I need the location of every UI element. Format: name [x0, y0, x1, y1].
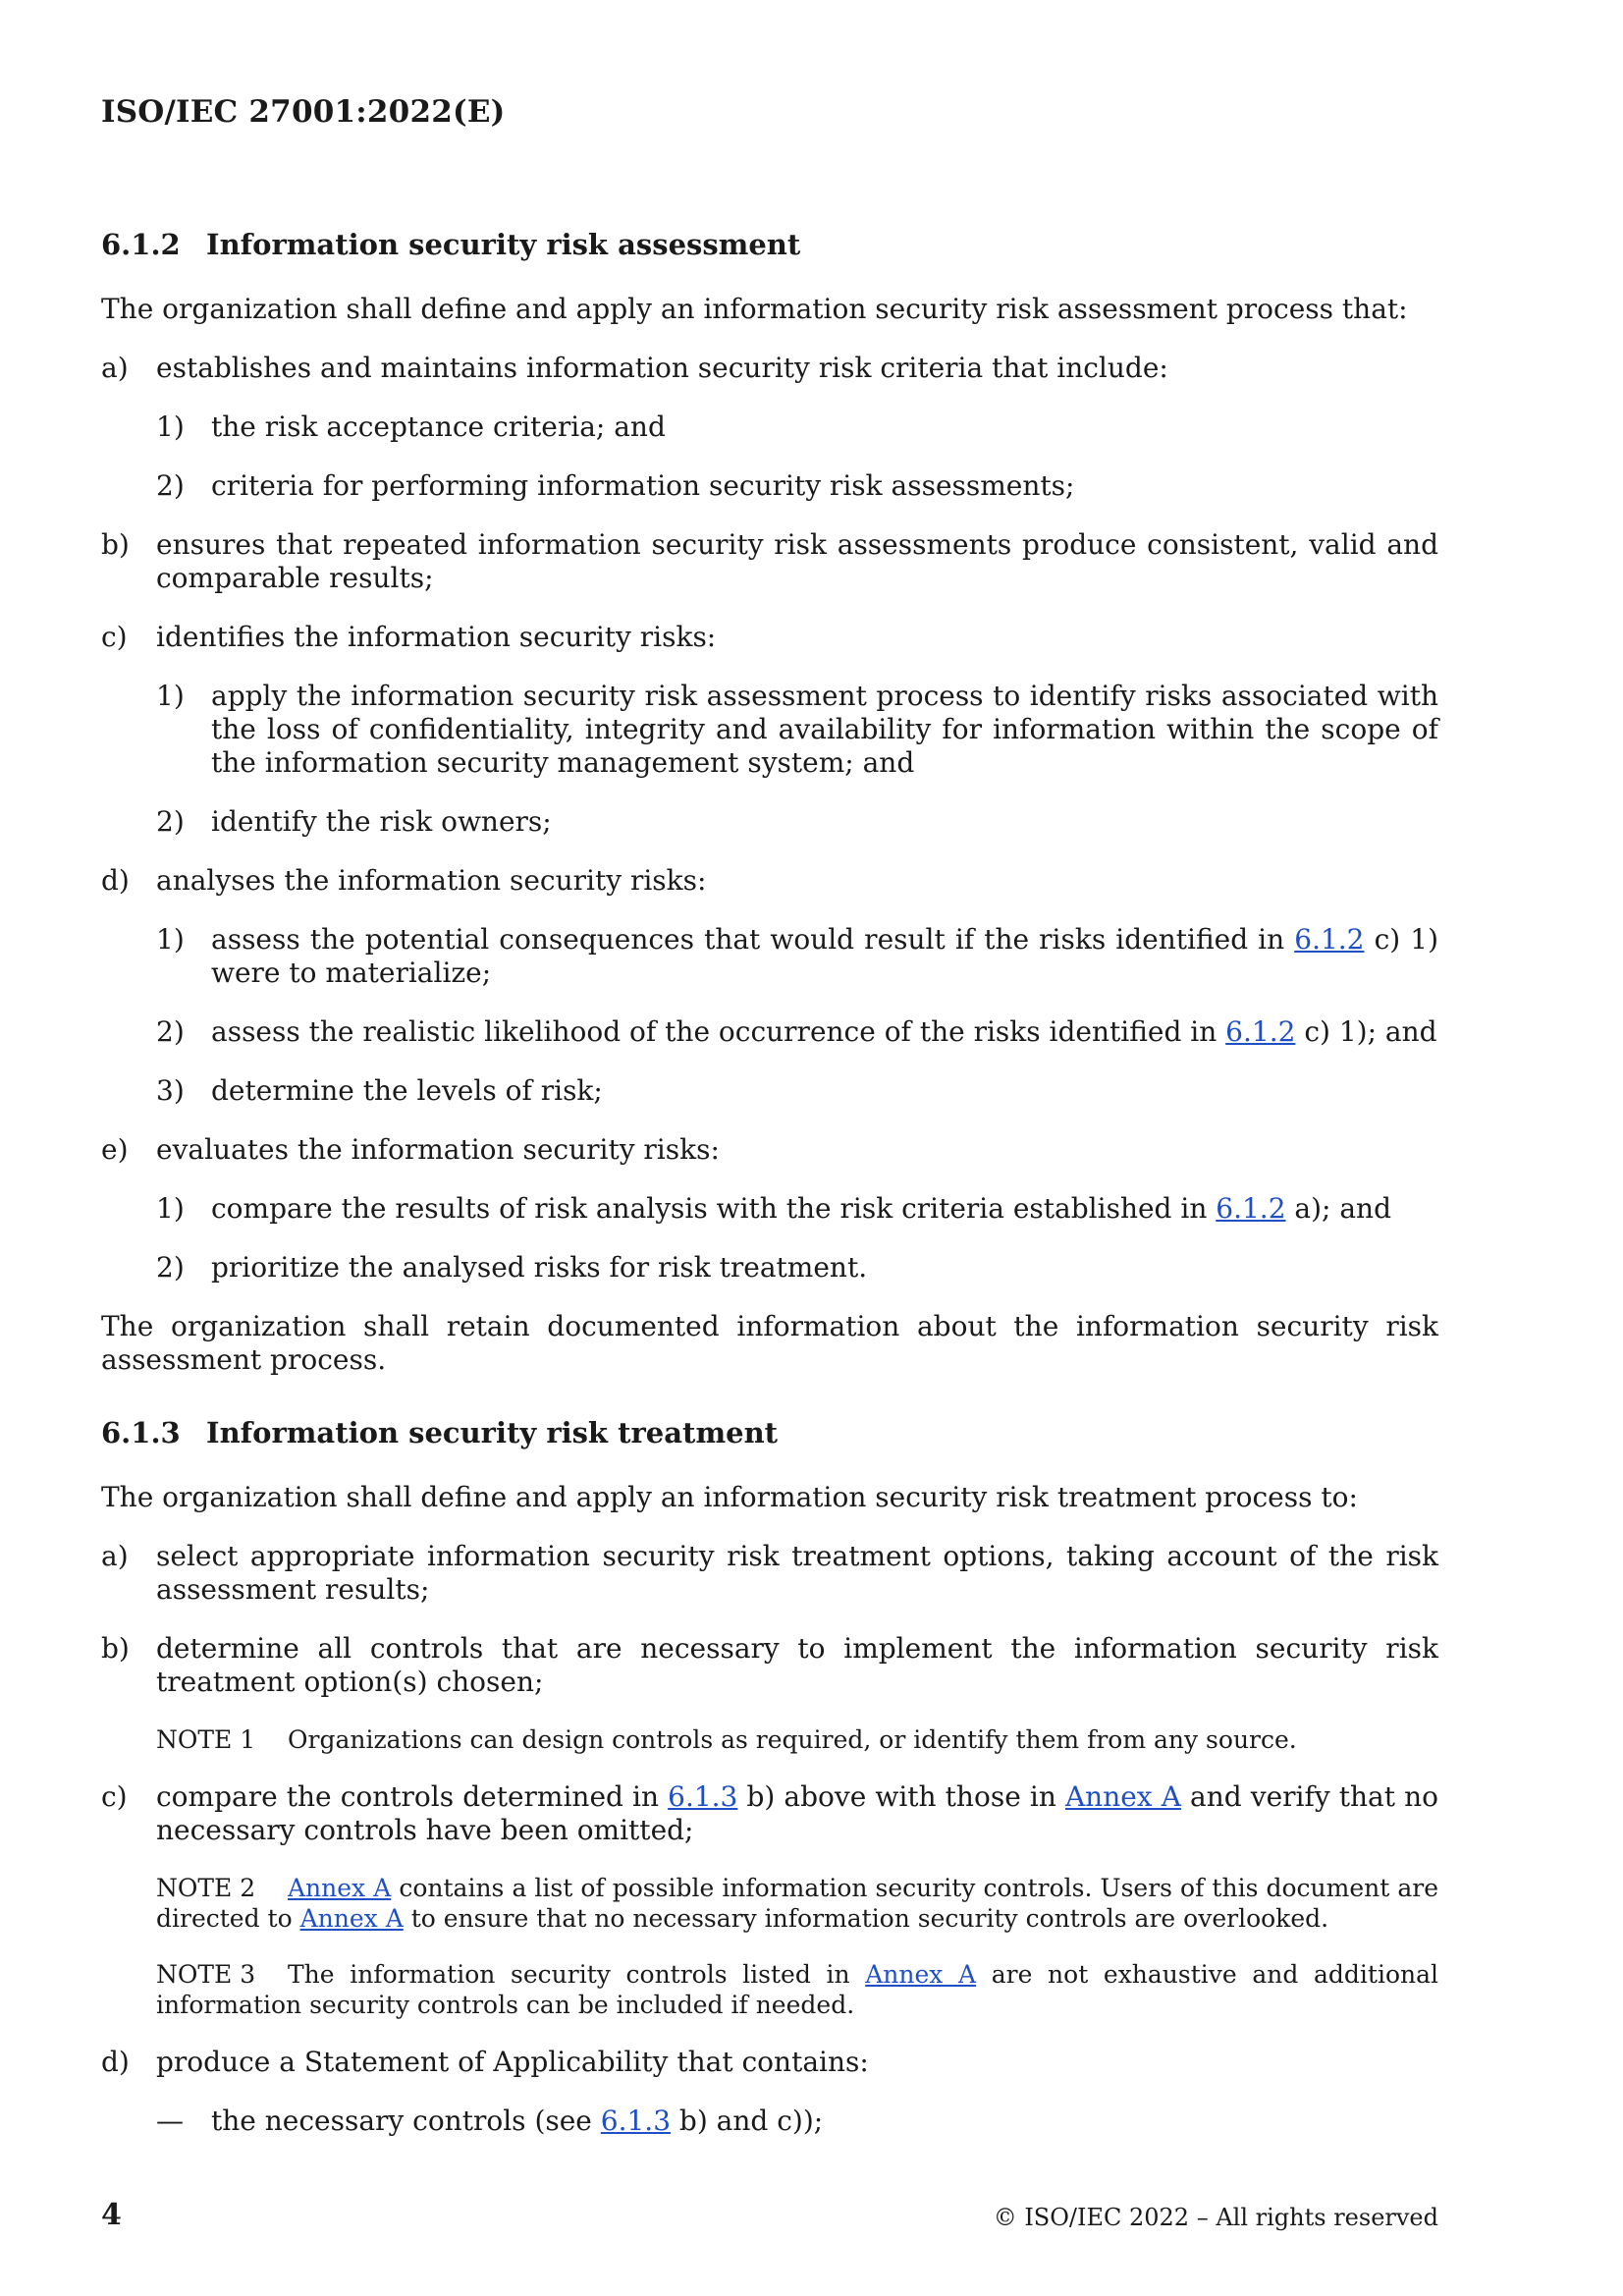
note-label: NOTE 2 — [156, 1874, 256, 1902]
note-2 — [156, 1873, 1438, 1934]
clause-link-6-1-2[interactable]: 6.1.2 — [1225, 1015, 1296, 1048]
list-text: prioritize the analysed risks for risk treatment. — [211, 1251, 868, 1284]
list-item-d1 — [156, 923, 1438, 990]
section-intro: The organization shall define and apply an information security risk treatment process to: — [101, 1481, 1358, 1513]
list-text: determine all controls that are necessary to implement the information security risk treatment option(s) chosen; — [156, 1632, 1438, 1698]
list-text: assess the potential consequences that would result if the risks identified in — [211, 923, 1295, 956]
note-text: The information security controls listed in — [288, 1960, 866, 1989]
list-text: assess the realistic likelihood of the occurrence of the risks identified in — [211, 1015, 1226, 1048]
note-text: Organizations can design controls as required, or identify them from any source. — [288, 1725, 1297, 1754]
note-text: contains a list of possible information security controls. Users of this document are directed to — [156, 1874, 1438, 1933]
list-text: b) and c)); — [671, 2105, 824, 2137]
list-item-a2 — [156, 469, 1438, 503]
list-label: d) — [101, 2046, 130, 2078]
list-item-a — [101, 1540, 1438, 1607]
list-item-d2 — [156, 1015, 1438, 1049]
list-label: 1) — [156, 1192, 185, 1225]
list-item-c2 — [156, 805, 1438, 839]
list-item-dash — [156, 2105, 1438, 2138]
list-text: select appropriate information security risk treatment options, taking account of the risk assessment results; — [156, 1540, 1438, 1606]
list-label: d) — [101, 864, 130, 897]
list-text: establishes and maintains information security risk criteria that include: — [156, 352, 1168, 384]
list-text: analyses the information security risks: — [156, 864, 707, 897]
list-text: compare the controls determined in — [156, 1780, 669, 1813]
list-text: b) above with those in — [737, 1780, 1065, 1813]
list-label: e) — [101, 1133, 129, 1166]
list-label: 1) — [156, 410, 185, 443]
list-label: 2) — [156, 1251, 185, 1284]
section-intro: The organization shall define and apply an information security risk assessment process that: — [101, 293, 1408, 325]
note-label: NOTE 1 — [156, 1725, 256, 1754]
list-item-e2 — [156, 1251, 1438, 1285]
list-label: 3) — [156, 1074, 185, 1107]
list-label: 1) — [156, 923, 185, 956]
note-1 — [156, 1724, 1438, 1755]
list-label: 2) — [156, 1015, 185, 1048]
copyright-notice: © ISO/IEC 2022 – All rights reserved — [993, 2204, 1438, 2231]
list-item-b — [101, 528, 1438, 595]
note-label: NOTE 3 — [156, 1960, 256, 1989]
list-label: a) — [101, 352, 129, 384]
annex-a-link[interactable]: Annex A — [865, 1960, 977, 1989]
list-text: and verify that no necessary controls have been omitted; — [156, 1780, 1438, 1846]
page-content — [101, 226, 1438, 2163]
list-label: 2) — [156, 805, 185, 838]
list-text: identify the risk owners; — [211, 805, 552, 838]
list-text: compare the results of risk analysis with the risk criteria established in — [211, 1192, 1217, 1225]
list-label: 1) — [156, 680, 185, 712]
list-text: produce a Statement of Applicability that contains: — [156, 2046, 869, 2078]
annex-a-link[interactable]: Annex A — [299, 1904, 404, 1933]
list-text: a); and — [1285, 1192, 1392, 1225]
list-item-d — [101, 2046, 1438, 2079]
section-number: 6.1.3 — [101, 1416, 181, 1449]
list-text: evaluates the information security risks: — [156, 1133, 720, 1166]
list-text: determine the levels of risk; — [211, 1074, 603, 1107]
section-closing: The organization shall retain documented information about the information security risk assessment process. — [101, 1310, 1438, 1376]
list-label: 2) — [156, 469, 185, 502]
clause-link-6-1-3[interactable]: 6.1.3 — [668, 1780, 738, 1813]
list-text: the risk acceptance criteria; and — [211, 410, 666, 443]
list-item-d — [101, 864, 1438, 898]
page-number: 4 — [101, 2198, 122, 2232]
list-text: ensures that repeated information security risk assessments produce consistent, valid and comparable results; — [156, 528, 1438, 594]
clause-link-6-1-3[interactable]: 6.1.3 — [600, 2105, 672, 2137]
annex-a-link[interactable]: Annex A — [1064, 1780, 1181, 1813]
list-text: c) 1) were to materialize; — [211, 923, 1438, 989]
note-text: are not exhaustive and additional information security controls can be included if needed. — [156, 1960, 1438, 2019]
section-number: 6.1.2 — [101, 228, 181, 261]
section-heading-6-1-2 — [101, 226, 1438, 263]
clause-link-6-1-2[interactable]: 6.1.2 — [1294, 923, 1365, 956]
list-label: b) — [101, 528, 130, 561]
annex-a-link[interactable]: Annex A — [288, 1874, 392, 1902]
clause-link-6-1-2[interactable]: 6.1.2 — [1216, 1192, 1286, 1225]
dash-bullet: — — [156, 2105, 184, 2137]
list-label: c) — [101, 1780, 128, 1813]
list-text: apply the information security risk assessment process to identify risks associated with the loss of confidentiality, integrity and availability for information within the scope of the information security management system; and — [211, 680, 1438, 779]
section-title: Information security risk treatment — [206, 1416, 779, 1449]
list-item-c — [101, 621, 1438, 654]
note-3 — [156, 1959, 1438, 2020]
list-item-a1 — [156, 410, 1438, 444]
list-item-c — [101, 1780, 1438, 1847]
list-item-a — [101, 352, 1438, 385]
list-item-b — [101, 1632, 1438, 1699]
section-heading-6-1-3 — [101, 1414, 1438, 1451]
section-title: Information security risk assessment — [206, 228, 801, 261]
note-text: to ensure that no necessary information security controls are overlooked. — [403, 1904, 1329, 1933]
list-item-e — [101, 1133, 1438, 1167]
document-id: ISO/IEC 27001:2022(E) — [101, 94, 506, 130]
list-text: c) 1); and — [1295, 1015, 1437, 1048]
list-item-c1 — [156, 680, 1438, 780]
list-text: the necessary controls (see — [211, 2105, 601, 2137]
list-item-d3 — [156, 1074, 1438, 1108]
list-label: b) — [101, 1632, 130, 1665]
list-label: c) — [101, 621, 128, 653]
list-label: a) — [101, 1540, 129, 1572]
list-text: criteria for performing information security risk assessments; — [211, 469, 1075, 502]
list-text: identifies the information security risks: — [156, 621, 717, 653]
list-item-e1 — [156, 1192, 1438, 1226]
